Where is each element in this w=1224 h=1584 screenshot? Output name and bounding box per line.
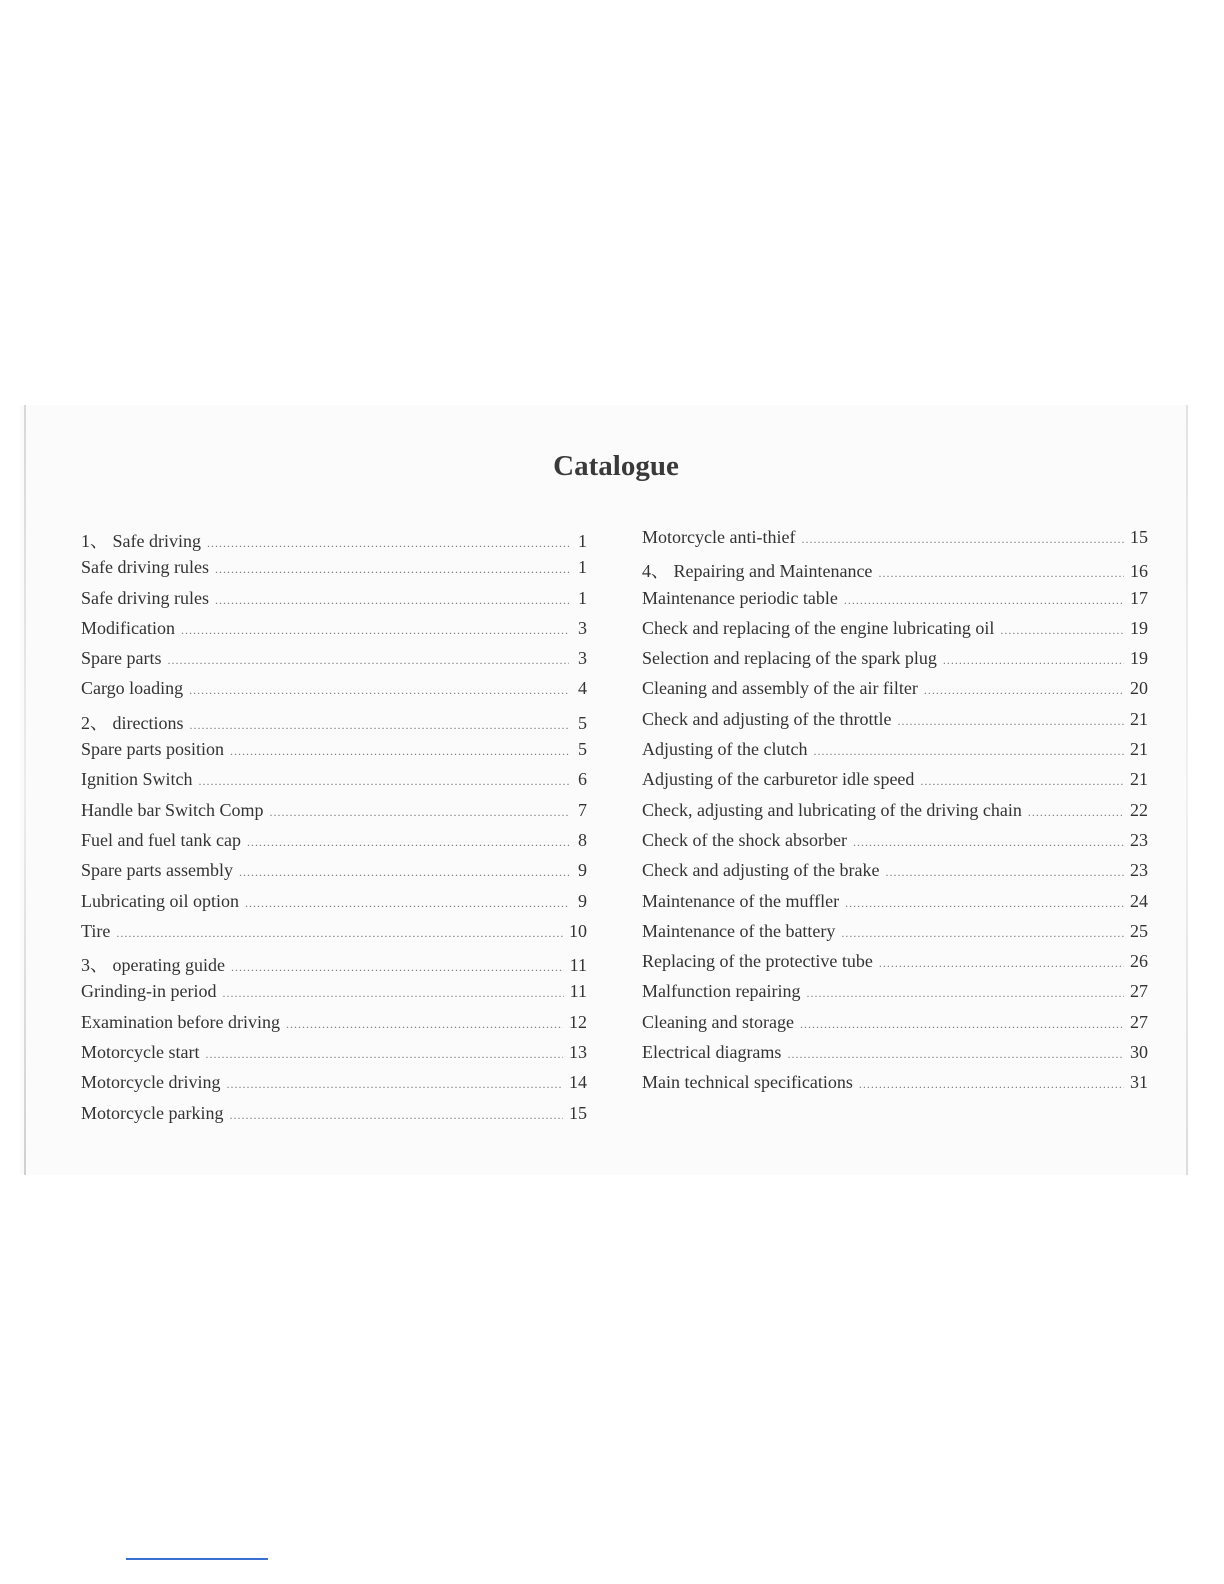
toc-entry[interactable] (642, 981, 1148, 1011)
toc-dot-leader (878, 566, 1124, 581)
toc-dot-leader (1000, 623, 1124, 638)
toc-entry[interactable] (81, 678, 587, 708)
toc-entry[interactable] (642, 1072, 1148, 1102)
toc-entry-page: 24 (1130, 890, 1148, 911)
toc-entry-page: 19 (1130, 648, 1148, 669)
toc-entry-label: Malfunction repairing (642, 981, 801, 1002)
toc-entry-label: Cleaning and assembly of the air filter (642, 678, 918, 699)
toc-entry-page: 1 (578, 531, 587, 551)
toc-entry-page: 25 (1130, 920, 1148, 941)
toc-entry[interactable] (642, 1042, 1148, 1072)
toc-entry[interactable] (81, 769, 587, 799)
toc-entry[interactable] (81, 1072, 587, 1102)
toc-entry-label: Fuel and fuel tank cap (81, 829, 241, 850)
toc-entry-label: Spare parts (81, 648, 162, 669)
toc-dot-leader (800, 1017, 1124, 1032)
toc-entry[interactable] (81, 527, 587, 557)
toc-entry-page: 10 (569, 920, 587, 941)
toc-entry-page: 4 (578, 678, 587, 699)
toc-entry-page: 8 (578, 829, 587, 850)
blue-underline-mark (126, 1558, 268, 1560)
toc-entry[interactable] (642, 800, 1148, 830)
toc-entry-label: Check and adjusting of the brake (642, 860, 880, 881)
toc-entry[interactable] (81, 891, 587, 921)
toc-dot-leader (239, 865, 569, 880)
toc-entry-label: 4、 Repairing and Maintenance (642, 561, 873, 582)
toc-entry-page: 14 (569, 1072, 587, 1093)
toc-entry-label: Replacing of the protective tube (642, 951, 873, 972)
toc-entry[interactable] (81, 1012, 587, 1042)
toc-dot-leader (116, 926, 563, 941)
toc-entry[interactable] (642, 678, 1148, 708)
toc-entry[interactable] (81, 739, 587, 769)
toc-entry[interactable] (81, 921, 587, 951)
toc-entry-label: Safe driving rules (81, 587, 209, 608)
toc-dot-leader (286, 1017, 563, 1032)
toc-dot-leader (215, 593, 569, 608)
toc-entry-page: 19 (1130, 617, 1148, 638)
toc-dot-leader (844, 593, 1124, 608)
page-edge-right (1186, 405, 1188, 1175)
toc-entry-label: Motorcycle start (81, 1042, 200, 1063)
toc-entry-label: Check, adjusting and lubricating of the driving chain (642, 799, 1022, 820)
toc-entry[interactable] (642, 951, 1148, 981)
toc-entry-label: Check of the shock absorber (642, 829, 847, 850)
toc-entry[interactable] (81, 618, 587, 648)
toc-dot-leader (853, 835, 1124, 850)
toc-entry[interactable] (642, 891, 1148, 921)
toc-entry-label: Maintenance of the battery (642, 920, 836, 941)
toc-entry[interactable] (642, 860, 1148, 890)
toc-entry-page: 7 (578, 799, 587, 820)
toc-entry-page: 1 (578, 557, 587, 578)
toc-entry-page: 11 (569, 981, 587, 1002)
toc-dot-leader (813, 744, 1124, 759)
toc-entry-label: Safe driving rules (81, 557, 209, 578)
toc-dot-leader (897, 714, 1124, 729)
toc-entry-label: Selection and replacing of the spark plug (642, 648, 937, 669)
toc-entry-label: Spare parts position (81, 739, 224, 760)
toc-entry-label: Grinding-in period (81, 981, 217, 1002)
toc-entry-page: 21 (1130, 769, 1148, 790)
toc-entry-page: 11 (569, 955, 587, 976)
toc-dot-leader (199, 774, 570, 789)
toc-entry[interactable] (642, 921, 1148, 951)
toc-dot-leader (1028, 805, 1124, 820)
toc-entry-page: 15 (569, 1102, 587, 1123)
toc-entry[interactable] (81, 1042, 587, 1072)
toc-dot-leader (841, 926, 1124, 941)
toc-right-column (642, 527, 1148, 1103)
toc-dot-leader (181, 623, 569, 638)
toc-entry-label: Motorcycle anti-thief (642, 527, 796, 547)
toc-entry-page: 16 (1130, 561, 1148, 582)
toc-entry-label: Handle bar Switch Comp (81, 799, 264, 820)
toc-entry[interactable] (642, 1012, 1148, 1042)
toc-entry-page: 6 (578, 769, 587, 790)
toc-dot-leader (207, 536, 569, 551)
toc-entry-label: Ignition Switch (81, 769, 193, 790)
toc-entry-label: Tire (81, 920, 111, 941)
toc-entry-label: Modification (81, 617, 175, 638)
toc-entry-page: 23 (1130, 860, 1148, 881)
toc-dot-leader (806, 986, 1124, 1001)
toc-entry[interactable] (81, 648, 587, 678)
toc-left-column (81, 527, 587, 1133)
toc-entry-label: Motorcycle parking (81, 1102, 224, 1123)
toc-entry[interactable] (81, 1103, 587, 1133)
toc-entry-page: 17 (1130, 587, 1148, 608)
toc-entry[interactable] (81, 951, 587, 981)
toc-dot-leader (231, 960, 564, 975)
toc-entry-page: 9 (578, 860, 587, 881)
toc-entry-page: 3 (578, 648, 587, 669)
toc-dot-leader (205, 1047, 563, 1062)
toc-entry-label: Spare parts assembly (81, 860, 233, 881)
toc-entry[interactable] (642, 618, 1148, 648)
toc-entry[interactable] (642, 769, 1148, 799)
toc-dot-leader (787, 1047, 1124, 1062)
toc-entry-page: 27 (1130, 1011, 1148, 1032)
toc-entry-label: Examination before driving (81, 1011, 280, 1032)
toc-entry[interactable] (642, 709, 1148, 739)
toc-entry-label: Check and replacing of the engine lubricating oil (642, 617, 995, 638)
toc-dot-leader (879, 956, 1124, 971)
toc-entry[interactable] (642, 557, 1148, 587)
toc-dot-leader (247, 835, 569, 850)
toc-dot-leader (230, 744, 569, 759)
toc-entry[interactable] (81, 860, 587, 890)
toc-entry-label: 3、 operating guide (81, 955, 225, 976)
toc-entry[interactable] (81, 588, 587, 618)
toc-entry-label: Motorcycle driving (81, 1072, 221, 1093)
toc-entry[interactable] (642, 830, 1148, 860)
toc-entry-page: 20 (1130, 678, 1148, 699)
toc-entry[interactable] (642, 648, 1148, 678)
toc-entry-page: 5 (578, 712, 587, 733)
toc-entry-page: 15 (1130, 527, 1148, 547)
toc-entry-label: Lubricating oil option (81, 890, 239, 911)
toc-entry-page: 21 (1130, 708, 1148, 729)
toc-entry[interactable] (642, 588, 1148, 618)
toc-entry-label: Cargo loading (81, 678, 184, 699)
toc-dot-leader (920, 774, 1124, 789)
toc-dot-leader (229, 1108, 563, 1123)
toc-entry-page: 23 (1130, 829, 1148, 850)
toc-entry-label: Main technical specifications (642, 1072, 853, 1093)
toc-dot-leader (226, 1077, 563, 1092)
toc-entry-page: 31 (1130, 1072, 1148, 1093)
toc-dot-leader (845, 896, 1124, 911)
toc-entry-label: Adjusting of the carburetor idle speed (642, 769, 915, 790)
toc-dot-leader (943, 653, 1124, 668)
toc-entry-label: Maintenance periodic table (642, 587, 838, 608)
page-edge-left (24, 405, 26, 1175)
toc-entry-page: 9 (578, 890, 587, 911)
toc-entry-page: 22 (1130, 799, 1148, 820)
toc-dot-leader (245, 896, 569, 911)
toc-entry-label: Electrical diagrams (642, 1042, 782, 1063)
toc-dot-leader (222, 986, 563, 1001)
toc-entry[interactable] (81, 557, 587, 587)
toc-entry[interactable] (642, 527, 1148, 557)
toc-entry-label: Maintenance of the muffler (642, 890, 840, 911)
toc-dot-leader (189, 718, 569, 733)
toc-dot-leader (859, 1077, 1124, 1092)
toc-entry-page: 21 (1130, 739, 1148, 760)
toc-dot-leader (885, 865, 1124, 880)
toc-entry[interactable] (81, 800, 587, 830)
toc-dot-leader (801, 532, 1124, 547)
toc-entry-page: 27 (1130, 981, 1148, 1002)
toc-entry-label: 2、 directions (81, 712, 184, 733)
toc-entry-page: 12 (569, 1011, 587, 1032)
toc-dot-leader (167, 653, 569, 668)
toc-entry-page: 1 (578, 587, 587, 608)
toc-entry-page: 26 (1130, 951, 1148, 972)
toc-entry-label: Cleaning and storage (642, 1011, 794, 1032)
toc-entry[interactable] (81, 830, 587, 860)
toc-entry[interactable] (81, 981, 587, 1011)
toc-dot-leader (215, 562, 569, 577)
toc-entry[interactable] (642, 739, 1148, 769)
toc-dot-leader (924, 683, 1124, 698)
toc-entry-label: 1、 Safe driving (81, 531, 201, 551)
page-title: Catalogue (553, 450, 679, 482)
toc-entry-page: 5 (578, 739, 587, 760)
toc-dot-leader (189, 683, 569, 698)
toc-entry-page: 13 (569, 1042, 587, 1063)
toc-entry-page: 30 (1130, 1042, 1148, 1063)
toc-entry-page: 3 (578, 617, 587, 638)
toc-entry-label: Check and adjusting of the throttle (642, 708, 892, 729)
toc-entry-label: Adjusting of the clutch (642, 739, 808, 760)
toc-entry[interactable] (81, 709, 587, 739)
toc-dot-leader (269, 805, 569, 820)
